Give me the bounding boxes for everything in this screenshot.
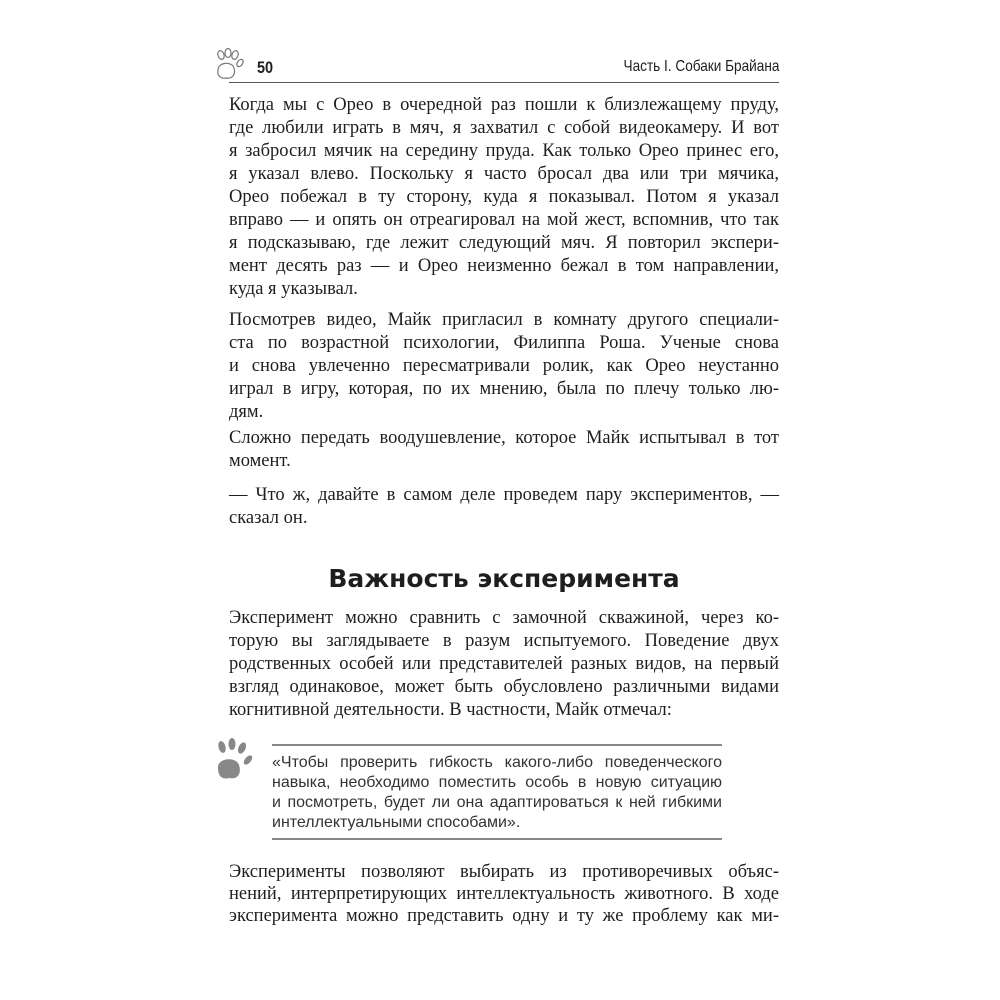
text-line: Эксперимент можно сравнить с замочной скважиной, через ко-: [229, 608, 779, 628]
text-line: Эксперименты позволяют выбирать из противоречивых объяс-: [229, 862, 779, 882]
text-line: родственных особей или представителей разных видов, на первый: [229, 654, 779, 674]
quote-line: «Чтобы проверить гибкость какого-либо поведенческого: [272, 754, 722, 771]
text-line: куда я указывал.: [229, 279, 358, 299]
text-line: нений, интерпретирующих интеллектуальность животного. В ходе: [229, 884, 779, 904]
quote-line: интеллектуальными способами».: [272, 814, 521, 831]
page-header: [229, 56, 779, 83]
text-line: Сложно передать воодушевление, которое Майк испытывал в тот: [229, 428, 779, 448]
page-number: 50: [257, 58, 274, 77]
text-line: и снова увлеченно пересматривали ролик, как Орео неустанно: [229, 356, 779, 376]
quote-line: и посмотреть, будет ли она адаптироваться к ней гибкими: [272, 794, 722, 811]
text-line: я забросил мячик на середину пруда. Как только Орео принес его,: [229, 141, 779, 161]
text-line: сказал он.: [229, 508, 308, 528]
text-line: взгляд одинаковое, может быть обусловлено различными видами: [229, 677, 779, 697]
text-line: момент.: [229, 451, 291, 471]
text-line: — Что ж, давайте в самом деле проведем пару экспериментов, —: [229, 485, 779, 505]
text-line: торую вы заглядываете в разум испытуемого. Поведение двух: [229, 631, 779, 651]
text-line: я указал влево. Поскольку я часто бросал два или три мячика,: [229, 164, 779, 184]
quote-rule-top: [272, 744, 722, 746]
paw-outline-icon: [212, 48, 248, 82]
running-title: Часть I. Собаки Брайана: [623, 58, 779, 75]
quote-rule-bottom: [272, 838, 722, 840]
text-line: где любили играть в мяч, я захватил с собой видеокамеру. И вот: [229, 118, 779, 138]
text-line: мент десять раз — и Орео неизменно бежал в том направлении,: [229, 256, 779, 276]
text-line: вправо — и опять он отреагировал на мой жест, вспомнив, что так: [229, 210, 779, 230]
text-line: Посмотрев видео, Майк пригласил в комнату другого специали-: [229, 310, 779, 330]
text-line: Орео побежал в ту сторону, куда я показывал. Потом я указал: [229, 187, 779, 207]
text-line: Когда мы с Орео в очередной раз пошли к близлежащему пруду,: [229, 95, 779, 115]
text-line: играл в игру, которая, по их мнению, была по плечу только лю-: [229, 379, 779, 399]
quote-line: навыка, необходимо поместить особь в новую ситуацию: [272, 774, 722, 791]
text-line: эксперимента можно представить одну и ту же проблему как ми-: [229, 906, 779, 926]
text-line: я подсказываю, где лежит следующий мяч. Я повторил экспери-: [229, 233, 779, 253]
text-line: когнитивной деятельности. В частности, Майк отмечал:: [229, 700, 672, 720]
text-line: ста по возрастной психологии, Филиппа Роша. Ученые снова: [229, 333, 779, 353]
paw-icon: [212, 738, 256, 782]
section-heading: Важность эксперимента: [328, 564, 680, 593]
text-line: дям.: [229, 402, 264, 422]
